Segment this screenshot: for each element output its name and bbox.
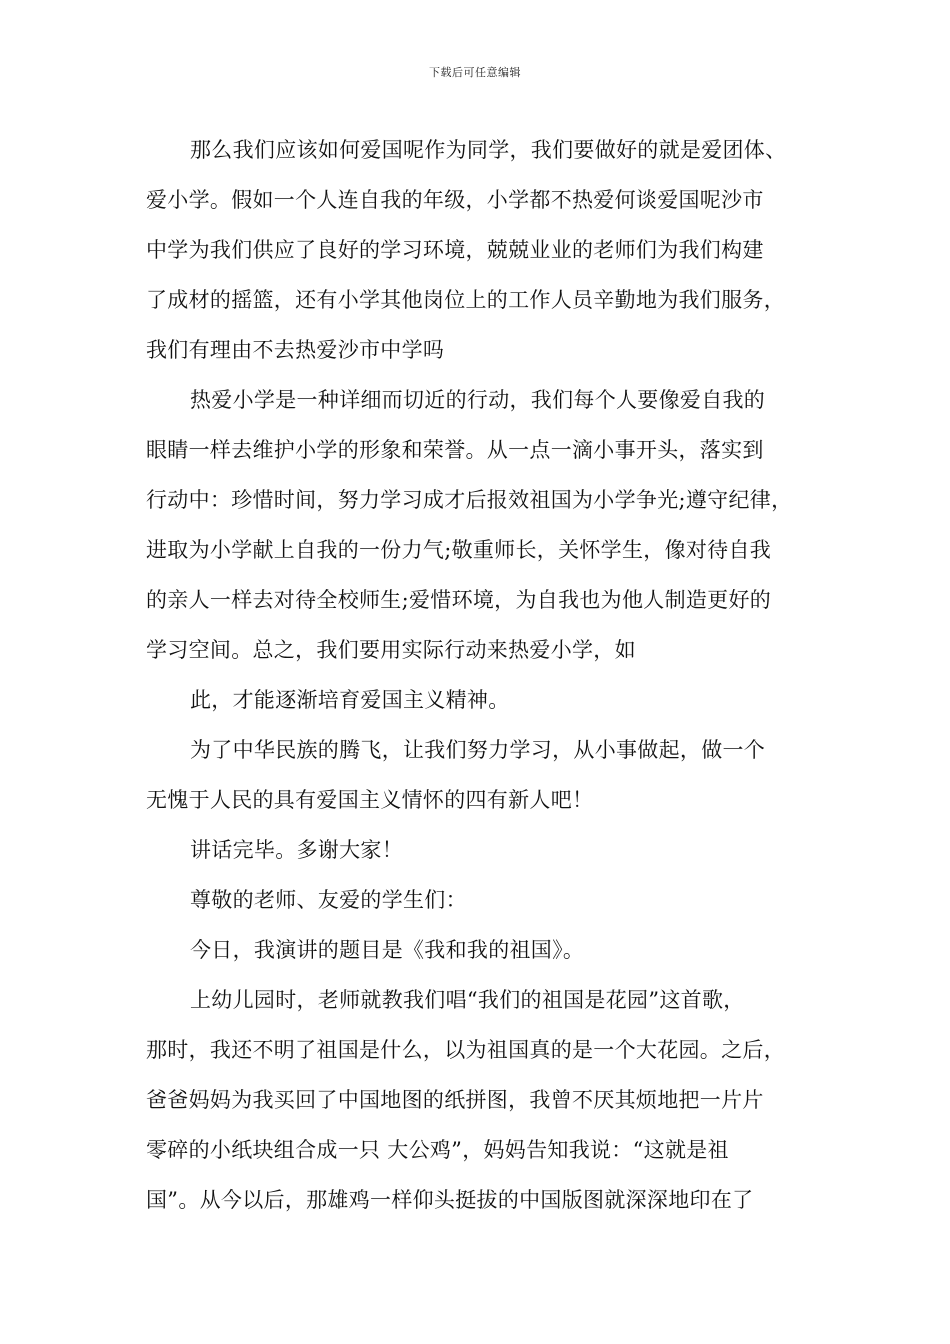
text-line: 了成材的摇篮，还有小学其他岗位上的工作人员辛勤地为我们服务， xyxy=(146,288,785,312)
text-line: 今日，我演讲的题目是《我和我的祖国》。 xyxy=(190,938,585,962)
text-line: 此，才能逐渐培育爱国主义精神。 xyxy=(190,688,510,712)
text-line: 爸爸妈妈为我买回了中国地图的纸拼图，我曾不厌其烦地把一片片 xyxy=(146,1088,764,1112)
text-line: 爱小学。假如一个人连自我的年级，小学都不热爱何谈爱国呢沙市 xyxy=(146,188,764,212)
text-line: 眼睛一样去维护小学的形象和荣誉。从一点一滴小事开头，落实到 xyxy=(146,438,764,462)
text-line: 零碎的小纸块组合成一只 大公鸡”，妈妈告知我说：“这就是祖 xyxy=(146,1138,729,1162)
text-line: 中学为我们供应了良好的学习环境，兢兢业业的老师们为我们构建 xyxy=(146,238,764,262)
text-line: 国”。从今以后，那雄鸡一样仰头挺拔的中国版图就深深地印在了 xyxy=(146,1188,754,1212)
text-line: 进取为小学献上自我的一份力气;敬重师长，关怀学生，像对待自我 xyxy=(146,538,772,562)
text-line: 讲话完毕。多谢大家！ xyxy=(190,838,403,862)
text-line: 的亲人一样去对待全校师生;爱惜环境，为自我也为他人制造更好的 xyxy=(146,588,772,612)
text-line: 那么我们应该如何爱国呢作为同学，我们要做好的就是爱团体、 xyxy=(190,138,787,162)
text-line: 上幼儿园时，老师就教我们唱“我们的祖国是花园”这首歌， xyxy=(190,988,745,1012)
text-line: 那时，我还不明了祖国是什么，以为祖国真的是一个大花园。之后， xyxy=(146,1038,785,1062)
text-line: 行动中：珍惜时间，努力学习成才后报效祖国为小学争光;遵守纪律， xyxy=(146,488,793,512)
text-line: 我们有理由不去热爱沙市中学吗 xyxy=(146,338,445,362)
page-header: 下载后可任意编辑 xyxy=(429,66,521,79)
text-line: 尊敬的老师、友爱的学生们： xyxy=(190,888,467,912)
text-line: 为了中华民族的腾飞，让我们努力学习，从小事做起，做一个 xyxy=(190,738,766,762)
text-line: 热爱小学是一种详细而切近的行动，我们每个人要像爱自我的 xyxy=(190,388,766,412)
text-line: 学习空间。总之，我们要用实际行动来热爱小学，如 xyxy=(146,638,636,662)
text-line: 无愧于人民的具有爱国主义情怀的四有新人吧！ xyxy=(146,788,594,812)
